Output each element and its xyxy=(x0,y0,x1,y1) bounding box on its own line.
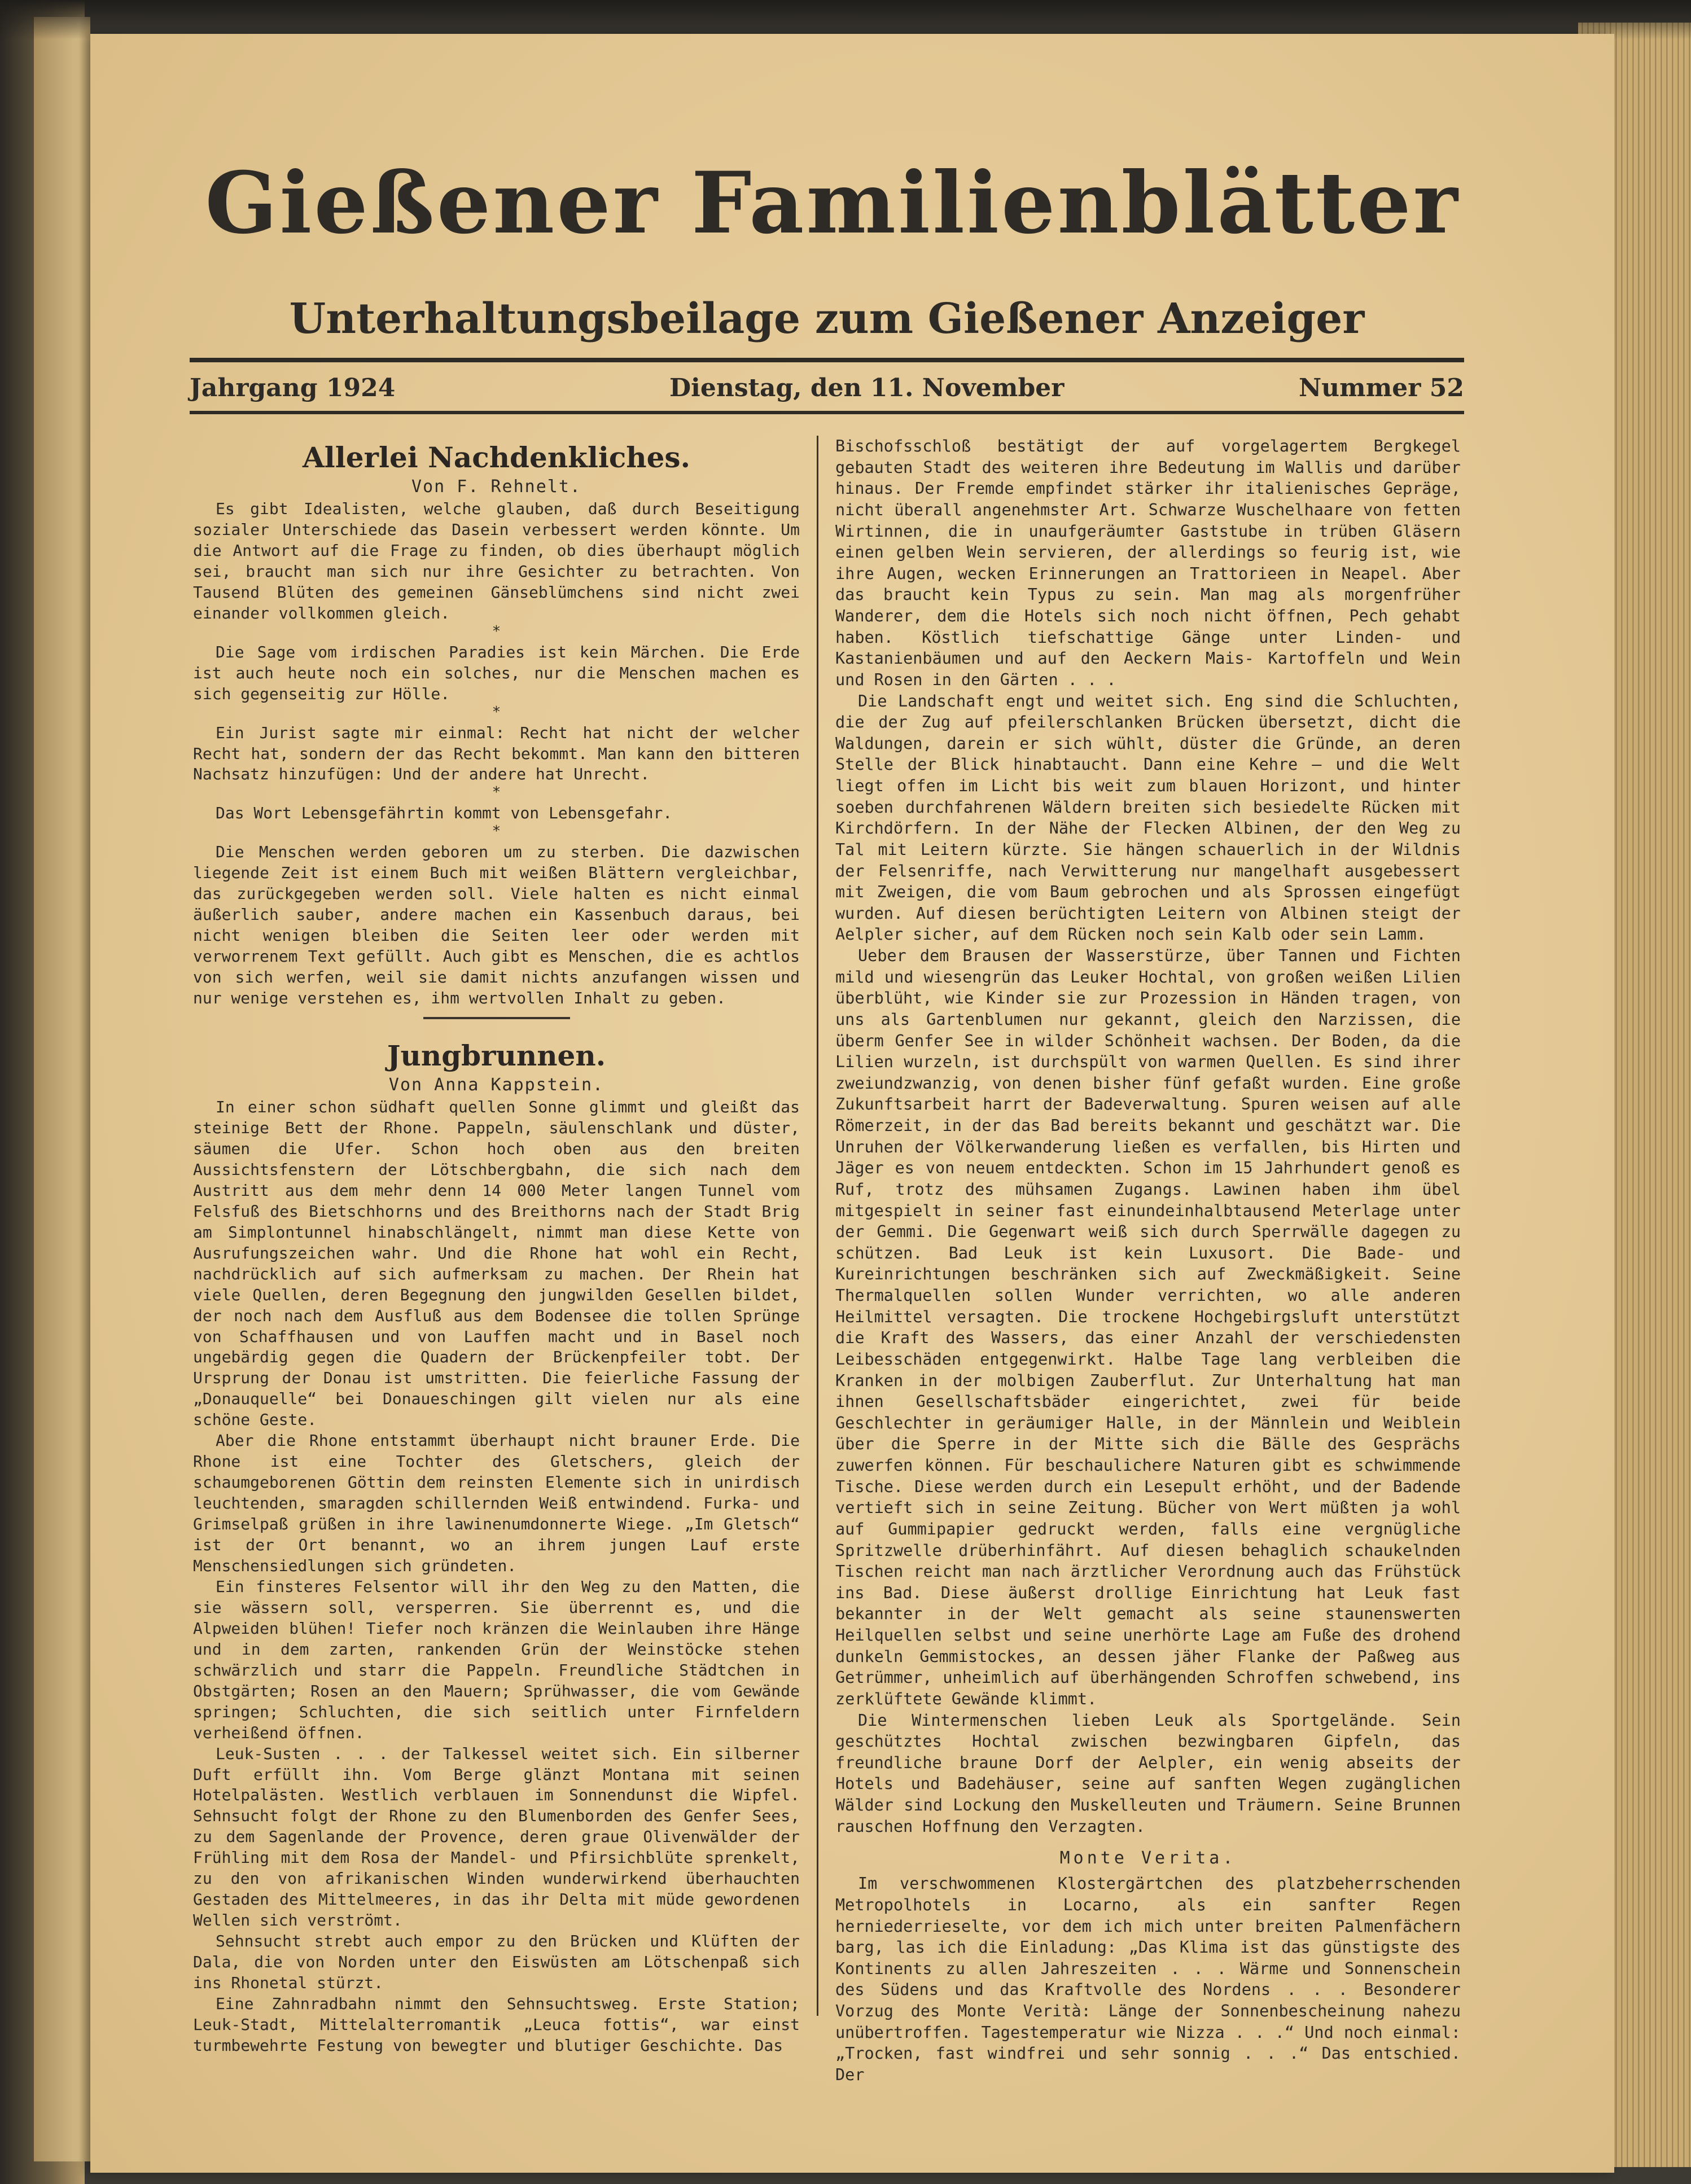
article-byline: Von Anna Kappstein. xyxy=(388,1075,604,1095)
masthead-rule-bottom xyxy=(190,411,1464,414)
dateline xyxy=(190,368,1464,409)
separator-asterisk: * xyxy=(492,784,501,801)
paragraph: Leuk-Susten . . . der Talkessel weitet sich. Ein silberner Duft erfüllt ihn. Vom Berge glänzt Montana mit seinen Hotelpalästen. Westlich verblauen im Sonnendunst die Wipfel. Sehnsucht folgt der Rhone zu den Blumenborden des Genfer Sees, zu dem Sagenlande der Provence, deren graue Olivenwälder der Frühling mit dem Rosa der Mandel- und Pfirsichblüte sprenkelt, zu den von afrikanischen Winden wunderwirkend überhauchten Gestaden des Mittelmeeres, in das ihr Delta mit müde gewordenen Wellen sich verströmt. xyxy=(193,1744,800,1930)
right-column xyxy=(835,436,1461,2086)
paragraph: Eine Zahnradbahn nimmt den Sehnsuchtsweg. Erste Station; Leuk-Stadt, Mittelalterromantik „Leuca fottis“, war einst turmbewehrte Festung von bewegter und blutiger Geschichte. Das xyxy=(193,1994,800,2055)
paragraph: Die Landschaft engt und weitet sich. Eng sind die Schluchten, die der Zug auf pfeilerschlanken Brücken übersetzt, dicht die Waldungen, darein er sich wühlt, düster die Gründe, an deren Stelle der Blick hinabtaucht. Dann eine Kehre — und die Welt liegt offen im Licht bis weit zum blauen Horizont, und hinter soeben durchfahrenen Wäldern breiten sich besiedelte Rücken mit Kirchdörfern. In der Nähe der Flecken Albinen, der den Weg zu Tal mit Leitern kürzte. Sie hängen schauerlich in der Wildnis der Felsenriffe, nach Verwitterung nur mangelhaft ausgebessert mit Zweigen, die vom Baum gebrochen und als Sprossen eingefügt wurden. Auf diesen berüchtigten Leitern von Albinen steigt der Aelpler sicher, auf dem Rücken noch sein Kalb oder sein Lamm. xyxy=(835,691,1461,944)
paragraph: In einer schon südhaft quellen Sonne glimmt und gleißt das steinige Bett der Rhone. Pappeln, säulenschlank und düster, säumen die Ufer. Schon hoch oben aus den breiten Aussichtsfenstern der Lötschbergbahn, die sich nach dem Austritt aus dem mehr denn 14 000 Meter langen Tunnel vom Felsfuß des Bietschhorns und des Breithorns nach der Stadt Brig am Simplontunnel hinabschlängelt, nimmt man diese Kette von Ausrufungszeichen wahr. Und die Rhone hat wohl ein Recht, nachdrücklich auf sich aufmerksam zu machen. Der Rhein hat viele Quellen, deren Begegnung den jungwilden Gesellen bildet, der noch nach dem Ausfluß aus dem Bodensee die tollen Sprünge von Schaffhausen und von Lauffen macht und in Basel noch ungebärdig gegen die Quadern der Brückenpfeiler tobt. Der Ursprung der Donau ist umstritten. Die feierliche Fassung der „Donauquelle“ bei Donaueschingen gilt vielen nur als eine schöne Geste. xyxy=(193,1098,800,1429)
separator-asterisk: * xyxy=(492,622,501,640)
paragraph: Das Wort Lebensgefährtin kommt von Lebensgefahr. xyxy=(216,804,673,823)
column-divider xyxy=(817,436,818,2016)
volume-label: Jahrgang 1924 xyxy=(190,374,396,402)
issue-date: Dienstag, den 11. November xyxy=(669,374,1064,402)
masthead-title: Gießener Familienblätter xyxy=(205,154,1460,253)
paragraph: Ein Jurist sagte mir einmal: Recht hat nicht der welcher Recht hat, sondern der das Recht bekommt. Man kann den bitteren Nachsatz hinzufügen: Und der andere hat Unrecht. xyxy=(193,723,800,784)
paragraph: Die Sage vom irdischen Paradies ist kein Märchen. Die Erde ist auch heute noch ein solches, nur die Menschen machen es sich gegenseitig zur Hölle. xyxy=(193,642,800,703)
paragraph: Die Menschen werden geboren um zu sterben. Die dazwischen liegende Zeit ist einem Buch mit weißen Blättern vergleichbar, das zurückgegeben werden soll. Viele halten es nicht einmal äußerlich sauber, andere machen ein Kassenbuch daraus, bei nicht wenigen bleiben die Seiten leer oder werden mit verworrenem Text gefüllt. Auch gibt es Menschen, die es achtlos von sich werfen, weil sie damit nichts anzufangen wissen und nur wenige verstehen es, ihm wertvollen Inhalt zu geben. xyxy=(193,843,800,1008)
article-title: Jungbrunnen. xyxy=(387,1039,606,1073)
masthead-rule-top xyxy=(190,358,1464,362)
previous-page-edge xyxy=(34,17,90,2161)
paragraph: Ein finsteres Felsentor will ihr den Weg zu den Matten, die sie wässern soll, versperren. Sie überrennt es, und die Alpweiden blühen! Tiefer noch kränzen die Weinlauben ihre Hänge und in dem zarten, rankenden Grün der Weinstöcke stehen schwärzlich und starr die Pappeln. Freundliche Städtchen in Obstgärten; Rosen an den Mauern; Sprühwasser, die vom Gewände springen; Schluchten, die sich seitlich unter Firnfeldern verheißend öffnen. xyxy=(193,1577,800,1742)
left-column xyxy=(193,436,800,2056)
paragraph: Ueber dem Brausen der Wasserstürze, über Tannen und Fichten mild und wiesengrün das Leuker Hochtal, von großen weißen Lilien überblüht, wie Kinder sie zur Prozession in Händen tragen, von uns als Gartenblumen nur gekannt, gleich den Narzissen, die überm Genfer See in wilder Schönheit wachsen. Der Boden, da die Lilien wurzeln, ist durchspült von warmen Quellen. Es sind ihrer zweiundzwanzig, von denen bisher fünf gefaßt wurden. Eine große Zukunftsarbeit harrt der Badeverwaltung. Spuren weisen auf alle Römerzeit, in der das Bad bereits bekannt und geschätzt war. Die Unruhen der Völkerwanderung ließen es verfallen, bis Hirten und Jäger es von neuem entdeckten. Schon im 15 Jahrhundert genoß es Ruf, trotz des mühsamen Zugangs. Lawinen haben ihm übel mitgespielt in seiner fast einundeinhalbtausend Meterlage unter der Gemmi. Die Gegenwart weiß sich durch Sperrwälle dagegen zu schützen. Bad Leuk ist kein Luxusort. Die Bade- und Kureinrichtungen beschränken sich auf Zweckmäßigkeit. Seine Thermalquellen sollen Wunder verrichten, wo alle anderen Heilmittel versagten. Die trockene Hochgebirgsluft unterstützt die Kraft des Wassers, das einer Anzahl der verschiedensten Leibesschäden entgegenwirkt. Halbe Tage lang verbleiben die Kranken in der molbigen Zauberflut. Zur Unterhaltung hat man ihnen Gesellschaftsbäder eingerichtet, zwei für beide Geschlechter in geräumiger Halle, in der Männlein und Weiblein über die Sperre in der Mitte sich die Bälle des Gesprächs zuwerfen können. Für beschaulichere Naturen gibt es schwimmende Tische. Diese werden durch ein Lesepult erhöht, und der Badende vertieft sich in seine Zeitung. Bücher von Wert müßten ja wohl auf Gummipapier gedruckt werden, falls eine vergnügliche Spritzwelle drüberhinfährt. Auf diesen behaglich schaukelnden Tischen reicht man nach ärztlicher Verordnung auch das Frühstück ins Bad. Diese äußerst drollige Einrichtung hat Leuk fast bekannter in der Welt gemacht als seine staunenswerten Heilquellen selbst und seine unerhörte Lage am Fuße des drohend dunkeln Gemmistockes, an dessen jäher Flanke der Paßweg aus Getrümmer, unheimlich auf überhängenden Schroffen schwebend, ins zerklüftete Gewände klimmt. xyxy=(835,946,1461,1708)
paragraph: Es gibt Idealisten, welche glauben, daß durch Beseitigung sozialer Unterschiede das Dasein verbessert werden könnte. Um die Antwort auf die Frage zu finden, ob dies überhaupt möglich sei, braucht man sich nur ihre Gesichter zu betrachten. Von Tausend Blüten des gemeinen Gänseblümchens sind nicht zwei einander vollkommen gleich. xyxy=(193,499,800,622)
separator-asterisk: * xyxy=(492,703,501,721)
issue-number: Nummer 52 xyxy=(1298,374,1464,402)
paragraph: Aber die Rhone entstammt überhaupt nicht brauner Erde. Die Rhone ist eine Tochter des Gletschers, gleich der schaumgeborenen Göttin dem reinsten Elemente sich in unirdisch leuchtenden, smaragden schillernden Weiß entwindend. Furka- und Grimselpaß grüßen in ihre lawinenumdonnerte Wiege. „Im Gletsch“ ist der Ort benannt, wo an ihrem jungen Lauf erste Menschensiedlungen sich gründeten. xyxy=(193,1431,800,1575)
paragraph: Im verschwommenen Klostergärtchen des platzbeherrschenden Metropolhotels in Locarno, als ein sanfter Regen herniederrieselte, vor dem ich mich unter breiten Palmenfächern barg, las ich die Einladung: „Das Klima ist das günstigste des Kontinents zu allen Jahreszeiten . . . Wärme und Sonnenschein des Südens und das Kraftvolle des Nordens . . . Besonderer Vorzug des Monte Verità: Länge der Sonnenbescheinung nahezu unübertroffen. Tagestemperatur wie Nizza . . .“ Und noch einmal: „Trocken, fast windfrei und sehr sonnig . . .“ Das entschied. Der xyxy=(835,1874,1461,2084)
paragraph: Sehnsucht strebt auch empor zu den Brücken und Klüften der Dala, die von Norden unter den Eiswüsten am Lötschenpaß sich ins Rhonetal stürzt. xyxy=(193,1932,800,1993)
masthead-subtitle: Unterhaltungsbeilage zum Gießener Anzeiger xyxy=(289,295,1365,343)
section-subhead: Monte Verita. xyxy=(1059,1848,1237,1869)
paragraph: Die Wintermenschen lieben Leuk als Sportgelände. Sein geschütztes Hochtal zwischen bezwingbaren Gipfeln, das freundliche braune Dorf der Aelpler, ein wenig abseits der Hotels und Badehäuser, seine auf sanften Wegen zugänglichen Wälder sind Lockung den Muskelleuten und Träumern. Seine Brunnen rauschen Hoffnung den Verzagten. xyxy=(835,1711,1461,1836)
section-divider xyxy=(423,1017,570,1019)
separator-asterisk: * xyxy=(492,823,501,840)
article-title: Allerlei Nachdenkliches. xyxy=(303,441,690,474)
article-byline: Von F. Rehnelt. xyxy=(411,477,581,497)
paragraph: Bischofsschloß bestätigt der auf vorgelagertem Bergkegel gebauten Stadt des weiteren ihre Bedeutung im Wallis und darüber hinaus. Der Fremde empfindet stärker ihr italienisches Gepräge, nicht überall angenehmster Art. Schwarze Wuschelhaare von fetten Wirtinnen, die in unaufgeräumter Gaststube in trüben Gläsern einen gelben Wein servieren, der allerdings so feurig ist, wie ihre Augen, wecken Erinnerungen an Trattorieen in Neapel. Aber das braucht kein Typus zu sein. Man mag als morgenfrüher Wanderer, dem die Hotels sich noch nicht öffnen, Pech gehabt haben. Köstlich tiefschattige Gänge unter Linden- und Kastanienbäumen und auf den Aeckern Mais- Kartoffeln und Wein und Rosen in den Gärten . . . xyxy=(835,437,1461,689)
